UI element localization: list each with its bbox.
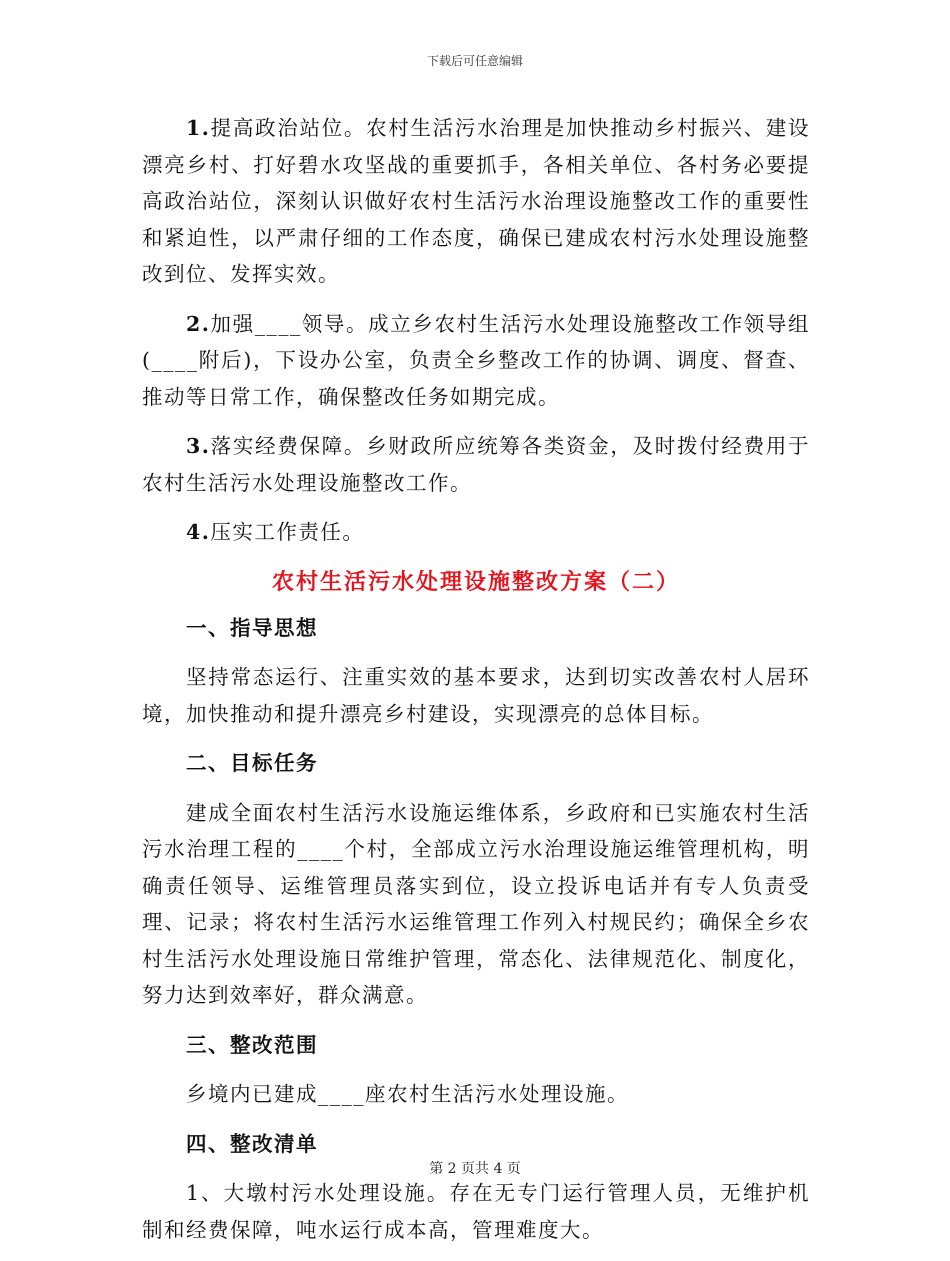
- item-number: 4.: [186, 520, 211, 544]
- item-number: 2.: [186, 311, 211, 336]
- section-text-guiding: 坚持常态运行、注重实效的基本要求，达到切实改善农村人居环境，加快推动和提升漂亮乡村建设，实现漂亮的总体目标。: [142, 665, 810, 726]
- section-heading-list: 四、整改清单: [186, 1131, 318, 1156]
- section-text-scope: 乡境内已建成____座农村生活污水处理设施。: [186, 1082, 629, 1106]
- paragraph-item-4: [142, 514, 810, 551]
- paragraph-item-2: [142, 306, 810, 416]
- page-header: 下载后可任意编辑: [426, 54, 523, 68]
- paragraph-item-1: [142, 110, 810, 293]
- section-text-list: 1、大墩村污水处理设施。存在无专门运行管理人员，无维护机制和经费保障，吨水运行成本高，管理难度大。: [142, 1181, 810, 1242]
- section-text-targets: 建成全面农村生活污水设施运维体系，乡政府和已实施农村生活污水治理工程的____个村，全部成立污水治理设施运维管理机构，明确责任领导、运维管理员落实到位，设立投诉电话并有专人负责受理、记录；将农村生活污水运维管理工作列入村规民约；确保全乡农村生活污水处理设施日常维护管理，常态化、法律规范化、制度化，努力达到效率好，群众满意。: [142, 800, 810, 1007]
- item-number: 1.: [186, 116, 211, 140]
- document-body: [142, 110, 810, 1261]
- paragraph-item-3: [142, 428, 810, 501]
- page-footer: 第 2 页共 4 页: [429, 1161, 521, 1177]
- section-heading-scope: 三、整改范围: [186, 1032, 318, 1057]
- item-text: 压实工作责任。: [210, 520, 365, 544]
- item-text: 加强____领导。成立乡农村生活污水处理设施整改工作领导组(____附后)，下设办公室，负责全乡整改工作的协调、调度、督查、推动等日常工作，确保整改任务如期完成。: [142, 311, 810, 409]
- item-number: 3.: [186, 434, 211, 458]
- item-text: 落实经费保障。乡财政所应统筹各类资金，及时拨付经费用于农村生活污水处理设施整改工作。: [142, 434, 810, 495]
- section-heading-targets: 二、目标任务: [186, 751, 318, 775]
- item-text: 提高政治站位。农村生活污水治理是加快推动乡村振兴、建设漂亮乡村、打好碧水攻坚战的重要抓手，各相关单位、各村务必要提高政治站位，深刻认识做好农村生活污水治理设施整改工作的重要性和紧迫性，以严肃仔细的工作态度，确保已建成农村污水处理设施整改到位、发挥实效。: [142, 116, 810, 286]
- section-title: 农村生活污水处理设施整改方案（二）: [271, 568, 680, 595]
- section-heading-guiding: 一、指导思想: [186, 615, 318, 640]
